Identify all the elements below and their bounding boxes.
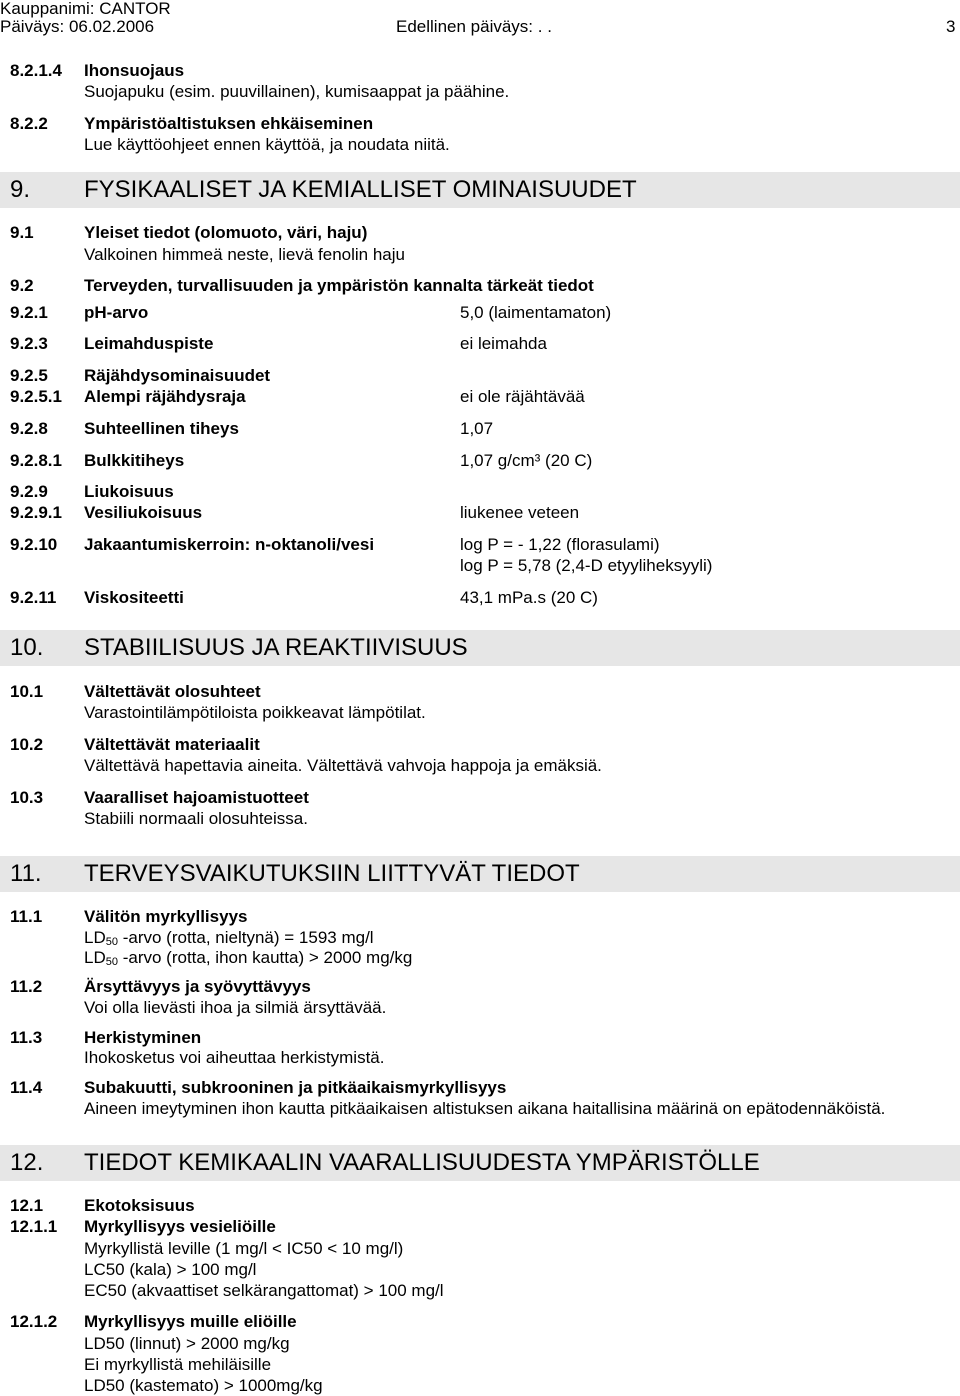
page-number: 3 (946, 17, 956, 36)
item-label: Herkistyminen (84, 1028, 202, 1047)
item-11-1-line-1 (10, 927, 950, 948)
item-value: log P = 5,78 (2,4-D etyyliheksyyli) (460, 556, 713, 575)
item-number: 12.1.2 (10, 1312, 58, 1331)
item-9-2-3 (10, 333, 950, 354)
item-number: 11.2 (10, 977, 43, 996)
item-12-1-2-line-1 (10, 1333, 950, 1354)
item-number: 11.4 (10, 1078, 43, 1097)
item-11-2-desc (10, 997, 950, 1018)
item-9-2-9 (10, 481, 950, 502)
section-number: 10. (10, 634, 44, 661)
item-label: Alempi räjähdysraja (84, 387, 246, 406)
item-value: 1,07 g/cm³ (20 C) (460, 451, 593, 470)
item-11-1 (10, 906, 950, 927)
ld-subscript: 50 (105, 956, 118, 968)
item-11-3-desc (10, 1047, 950, 1068)
item-10-2-desc (10, 755, 950, 776)
item-description: EC50 (akvaattiset selkärangattomat) > 100 mg/l (84, 1281, 444, 1300)
item-number: 8.2.1.4 (10, 61, 62, 80)
item-9-2 (10, 275, 950, 296)
ld-subscript: 50 (105, 936, 118, 948)
section-10-heading (0, 630, 960, 666)
item-number: 9.2.3 (10, 334, 48, 353)
ld-prefix: LD (84, 928, 106, 947)
item-description: LD50 (kastemato) > 1000mg/kg (84, 1376, 323, 1395)
item-number: 9.2.8.1 (10, 451, 62, 470)
item-description: Ihokosketus voi aiheuttaa herkistymistä. (84, 1048, 385, 1067)
item-11-3 (10, 1027, 950, 1048)
item-12-1-2 (10, 1311, 950, 1332)
item-12-1-1-line-3 (10, 1280, 950, 1301)
item-description: Voi olla lievästi ihoa ja silmiä ärsyttävää. (84, 998, 387, 1017)
item-12-1 (10, 1195, 950, 1216)
company-name: Kauppanimi: CANTOR (0, 0, 171, 18)
section-number: 11. (10, 860, 42, 887)
item-number: 10.3 (10, 788, 44, 807)
item-11-2 (10, 976, 950, 997)
item-label: Vältettävät olosuhteet (84, 682, 261, 701)
item-12-1-1-line-1 (10, 1238, 950, 1259)
item-label: Ympäristöaltistuksen ehkäiseminen (84, 114, 374, 133)
item-description: Valkoinen himmeä neste, lievä fenolin haju (84, 245, 405, 264)
item-9-1-desc (10, 244, 950, 265)
item-label: Terveyden, turvallisuuden ja ympäristön kannalta tärkeät tiedot (84, 276, 594, 295)
item-label: Myrkyllisyys muille eliöille (84, 1312, 297, 1331)
item-label: pH-arvo (84, 303, 149, 322)
item-10-1-desc (10, 702, 950, 723)
item-description: LD50 (linnut) > 2000 mg/kg (84, 1334, 290, 1353)
item-12-1-2-line-3 (10, 1375, 950, 1396)
section-11-heading (0, 856, 960, 892)
section-9-heading (0, 172, 960, 208)
item-11-4-desc (10, 1098, 950, 1119)
item-value: ei leimahda (460, 334, 547, 353)
item-label: Myrkyllisyys vesieliöille (84, 1217, 276, 1236)
item-number: 10.1 (10, 682, 44, 701)
item-number: 8.2.2 (10, 114, 48, 133)
ld-text: -arvo (rotta, ihon kautta) > 2000 mg/kg (117, 948, 413, 967)
item-label: Ekotoksisuus (84, 1196, 195, 1215)
item-number: 9.2.11 (10, 588, 57, 607)
item-9-2-8-1 (10, 450, 950, 471)
item-12-1-1-line-2 (10, 1259, 950, 1280)
item-description: Aineen imeytyminen ihon kautta pitkäaikaisen altistuksen aikana haitallisina määrinä on epätodennäköistä. (84, 1099, 886, 1118)
item-number: 9.2 (10, 276, 34, 295)
item-label: Bulkkitiheys (84, 451, 185, 470)
item-8-2-2 (10, 113, 950, 134)
item-value: 5,0 (laimentamaton) (460, 303, 612, 322)
item-number: 9.2.8 (10, 419, 48, 438)
item-number: 11.3 (10, 1028, 43, 1047)
item-9-2-11 (10, 587, 950, 608)
item-10-3-desc (10, 808, 950, 829)
item-label: Ärsyttävyys ja syövyttävyys (84, 977, 311, 996)
item-10-3 (10, 787, 950, 808)
item-number: 9.2.9 (10, 482, 48, 501)
item-number: 9.2.5 (10, 366, 48, 385)
section-12-heading (0, 1145, 960, 1181)
item-11-1-line-2 (10, 947, 950, 968)
item-label: Vältettävät materiaalit (84, 735, 260, 754)
document-date: Päiväys: 06.02.2006 (0, 17, 155, 36)
item-9-2-5 (10, 365, 950, 386)
item-label: Vesiliukoisuus (84, 503, 203, 522)
section-title: FYSIKAALISET JA KEMIALLISET OMINAISUUDET (84, 176, 637, 203)
item-9-2-5-1 (10, 386, 950, 407)
item-label: Subakuutti, subkrooninen ja pitkäaikaismyrkyllisyys (84, 1078, 507, 1097)
item-number: 9.2.5.1 (10, 387, 62, 406)
item-description: Varastointilämpötiloista poikkeavat lämpötilat. (84, 703, 426, 722)
item-number: 11.1 (10, 907, 43, 926)
item-label: Vaaralliset hajoamistuotteet (84, 788, 309, 807)
item-value: 43,1 mPa.s (20 C) (460, 588, 598, 607)
item-value: 1,07 (460, 419, 494, 438)
item-label: Ihonsuojaus (84, 61, 185, 80)
item-9-1 (10, 222, 950, 243)
item-8-2-1-4-desc (10, 81, 950, 102)
item-label: Yleiset tiedot (olomuoto, väri, haju) (84, 223, 368, 242)
ld-text: -arvo (rotta, nieltynä) = 1593 mg/l (117, 928, 374, 947)
item-9-2-10-second-value (10, 555, 950, 576)
section-title: TERVEYSVAIKUTUKSIIN LIITTYVÄT TIEDOT (84, 860, 580, 887)
item-number: 9.2.1 (10, 303, 48, 322)
item-label: Jakaantumiskerroin: n-oktanoli/vesi (84, 535, 375, 554)
item-label: Leimahduspiste (84, 334, 214, 353)
item-number: 9.1 (10, 223, 34, 242)
section-title: TIEDOT KEMIKAALIN VAARALLISUUDESTA YMPÄRISTÖLLE (84, 1149, 760, 1176)
item-number: 10.2 (10, 735, 44, 754)
item-label: Liukoisuus (84, 482, 174, 501)
item-description: Ei myrkyllistä mehiläisille (84, 1355, 272, 1374)
item-description: Suojapuku (esim. puuvillainen), kumisaappat ja päähine. (84, 82, 510, 101)
item-description: Myrkyllistä leville (1 mg/l < IC50 < 10 mg/l) (84, 1239, 404, 1258)
item-description: Vältettävä hapettavia aineita. Vältettävä vahvoja happoja ja emäksiä. (84, 756, 602, 775)
item-number: 12.1 (10, 1196, 44, 1215)
item-description: Stabiili normaali olosuhteissa. (84, 809, 308, 828)
item-number: 9.2.9.1 (10, 503, 62, 522)
item-12-1-1 (10, 1216, 950, 1237)
item-value: ei ole räjähtävää (460, 387, 585, 406)
item-8-2-1-4 (10, 60, 950, 81)
item-9-2-1 (10, 302, 950, 323)
item-10-2 (10, 734, 950, 755)
item-label: Räjähdysominaisuudet (84, 366, 271, 385)
item-11-4 (10, 1077, 950, 1098)
item-9-2-9-1 (10, 502, 950, 523)
item-number: 9.2.10 (10, 535, 58, 554)
previous-date: Edellinen päiväys: . . (396, 17, 552, 36)
item-9-2-10 (10, 534, 950, 555)
section-number: 9. (10, 176, 31, 203)
item-label: Välitön myrkyllisyys (84, 907, 248, 926)
item-label: Suhteellinen tiheys (84, 419, 239, 438)
item-12-1-2-line-2 (10, 1354, 950, 1375)
item-description (84, 947, 412, 971)
item-value: log P = - 1,22 (florasulami) (460, 535, 660, 554)
item-description: LC50 (kala) > 100 mg/l (84, 1260, 257, 1279)
item-8-2-2-desc (10, 134, 950, 155)
item-value: liukenee veteen (460, 503, 580, 522)
item-10-1 (10, 681, 950, 702)
item-label: Viskositeetti (84, 588, 184, 607)
item-number: 12.1.1 (10, 1217, 58, 1236)
ld-prefix: LD (84, 948, 106, 967)
section-title: STABIILISUUS JA REAKTIIVISUUS (84, 634, 468, 661)
item-description: Lue käyttöohjeet ennen käyttöä, ja noudata niitä. (84, 135, 450, 154)
item-9-2-8 (10, 418, 950, 439)
section-number: 12. (10, 1149, 44, 1176)
